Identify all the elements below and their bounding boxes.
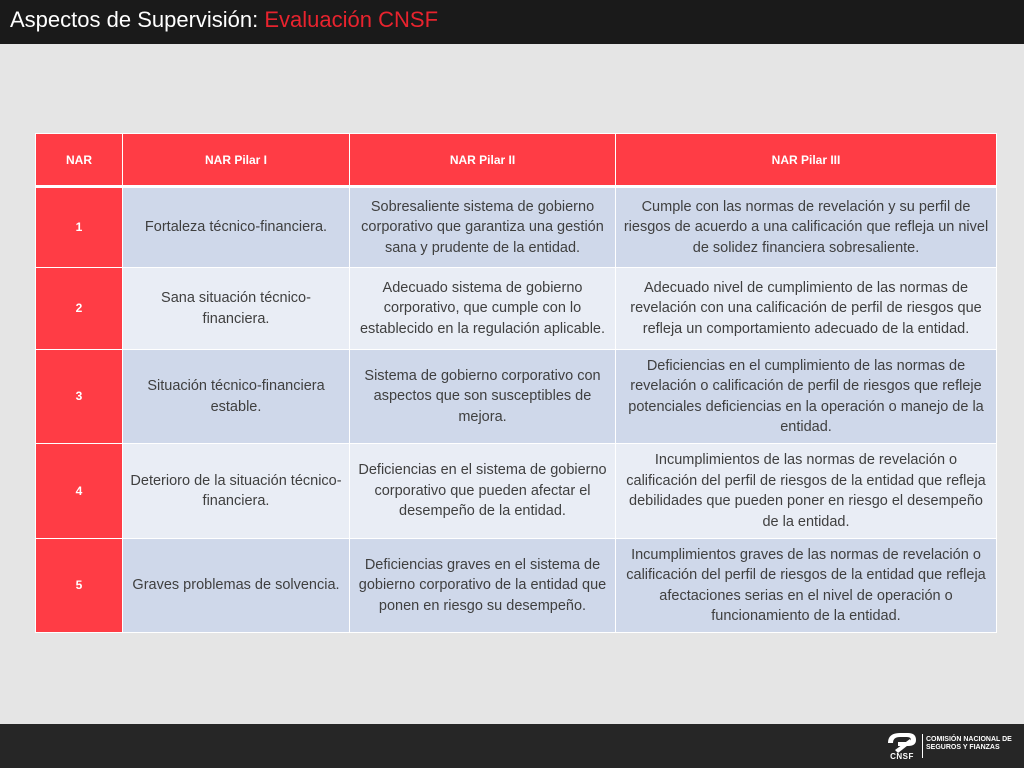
table-row (36, 268, 997, 350)
pilar-2-cell: Sistema de gobierno corporativo con aspectos que son susceptibles de mejora. (350, 350, 616, 444)
table-row (36, 187, 997, 268)
pilar-1-cell: Graves problemas de solvencia. (123, 539, 350, 633)
header-pilar-1: NAR Pilar I (123, 134, 350, 187)
logo-divider (922, 734, 923, 758)
logo-org-line-2: SEGUROS Y FIANZAS (926, 744, 1000, 751)
pilar-3-cell: Cumple con las normas de revelación y su perfil de riesgos de acuerdo a una calificación que refleja un nivel de solidez financiera sobresaliente. (616, 187, 997, 268)
pilar-2-cell: Deficiencias en el sistema de gobierno corporativo que pueden afectar el desempeño de la entidad. (350, 444, 616, 539)
nar-level: 1 (36, 187, 123, 268)
nar-level: 2 (36, 268, 123, 350)
table-row (36, 444, 997, 539)
pilar-3-cell: Deficiencias en el cumplimiento de las normas de revelación o calificación de perfil de riesgos que refleje potenciales deficiencias en la operación o manejo de la entidad. (616, 350, 997, 444)
nar-level: 3 (36, 350, 123, 444)
pilar-1-cell: Deterioro de la situación técnico-financiera. (123, 444, 350, 539)
header-pilar-2: NAR Pilar II (350, 134, 616, 187)
slide-title (10, 7, 438, 33)
header-pilar-3: NAR Pilar III (616, 134, 997, 187)
pilar-1-cell: Sana situación técnico-financiera. (123, 268, 350, 350)
pilar-3-cell: Adecuado nivel de cumplimiento de las normas de revelación con una calificación de perfil de riesgos que refleja un comportamiento adecuado de la entidad. (616, 268, 997, 350)
pilar-2-cell: Sobresaliente sistema de gobierno corporativo que garantiza una gestión sana y prudente de la entidad. (350, 187, 616, 268)
pilar-1-cell: Situación técnico-financiera estable. (123, 350, 350, 444)
pilar-3-cell: Incumplimientos de las normas de revelación o calificación del perfil de riesgos de la entidad que refleja debilidades que pueden poner en riesgo el desempeño de la entidad. (616, 444, 997, 539)
table-row (36, 350, 997, 444)
nar-level: 5 (36, 539, 123, 633)
footer-bar (0, 724, 1024, 768)
nar-level: 4 (36, 444, 123, 539)
logo-org-line-1: COMISIÓN NACIONAL DE (926, 736, 1012, 743)
header-nar: NAR (36, 134, 123, 187)
pilar-2-cell: Adecuado sistema de gobierno corporativo, que cumple con lo establecido en la regulación aplicable. (350, 268, 616, 350)
title-accent: Evaluación CNSF (264, 7, 439, 32)
cnsf-logo (886, 730, 1020, 764)
pilar-3-cell: Incumplimientos graves de las normas de revelación o calificación del perfil de riesgos de la entidad que refleja afectaciones serias en el nivel de operación o funcionamiento de la entidad. (616, 539, 997, 633)
title-bar (0, 0, 1024, 44)
table-header-row (36, 134, 997, 187)
title-prefix: Aspectos de Supervisión: (10, 7, 265, 32)
table-row (36, 539, 997, 633)
logo-brand: CNSF (890, 752, 914, 761)
nar-table (35, 133, 997, 633)
logo-org-name (926, 736, 1022, 752)
pilar-2-cell: Deficiencias graves en el sistema de gobierno corporativo de la entidad que ponen en riesgo su desempeño. (350, 539, 616, 633)
pilar-1-cell: Fortaleza técnico-financiera. (123, 187, 350, 268)
